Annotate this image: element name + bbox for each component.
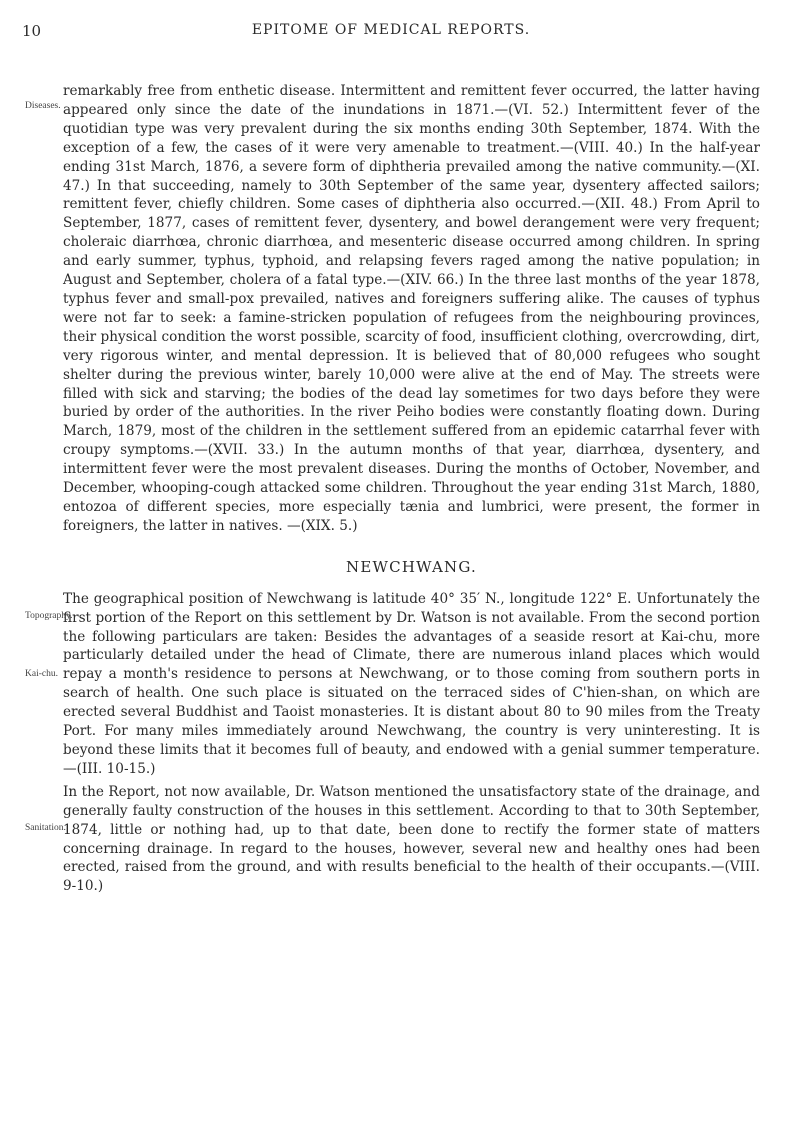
sidenote-diseases: Diseases. [25,101,61,111]
paragraph-sanitation [25,783,760,896]
sidenote-kai-chu: Kai-chu. [25,668,58,679]
section-heading-newchwang: NEWCHWANG. [346,557,477,576]
paragraph-diseases [25,82,760,536]
sidenote-topography: Topography. [25,610,73,621]
paragraph-text: The geographical position of Newchwang is latitude 40° 35′ N., longitude 122° E. Unfortunately the first portion of the Report on this settlement by Dr. Watson is not available. From the second portion the following particulars are taken: Besides the advantages of a seaside resort at Kai-chu, more particularly detailed under the head of Climate, there are numerous inland places which would repay a month's residence to persons at Newchwang, or to those coming from southern ports in search of health. One such place is situated on the terraced sides of C'hien-shan, on which are erected several Buddhist and Taoist monasteries. It is distant about 80 to 90 miles from the Treaty Port. For many miles immediately around Newchwang, the country is very uninteresting. It is beyond these limits that it becomes full of beauty, and endowed with a genial summer temperature.—(III. 10-15.) [63,590,760,777]
page-body [0,82,800,896]
paragraph-topography [25,590,760,779]
running-title: EPITOME OF MEDICAL REPORTS. [251,22,531,38]
paragraph-text: In the Report, not now available, Dr. Watson mentioned the unsatisfactory state of the drainage, and generally faulty construction of the houses in this settlement. According to that to 30th September, 1874, little or nothing had, up to that date, been done to rectify the former state of matters concerning drainage. In regard to the houses, however, several new and healthy ones had been erected, raised from the ground, and with results beneficial to the health of their occupants.—(VIII. 9-10.) [63,783,760,895]
page-number: 10 [22,22,42,40]
paragraph-text: remarkably free from enthetic disease. Intermittent and remittent fever occurred, the latter having appeared only since the date of the inundations in 1871.—(VI. 52.) Intermittent fever of the quotidian type was very prevalent during the six months ending 30th September, 1874. With the exception of a few, the cases of it were very amenable to treatment.—(VIII. 40.) In the half-year ending 31st March, 1876, a severe form of diphtheria prevailed among the native community.—(XI. 47.) In that succeeding, namely to 30th September of the same year, dysentery affected sailors; remittent fever, chiefly children. Some cases of diphtheria also occurred.—(XII. 48.) From April to September, 1877, cases of remittent fever, dysentery, and bowel derangement were very frequent; choleraic diarrhœa, chronic diarrhœa, and mesenteric disease occurred among children. In spring and early summer, typhus, typhoid, and relapsing fevers raged among the native population; in August and September, cholera of a fatal type.—(XIV. 66.) In the three last months of the year 1878, typhus fever and small-pox prevailed, natives and foreigners suffering alike. The causes of typhus were not far to seek: a famine-stricken population of refugees from the neighbouring provinces, their physical condition the worst possible, scarcity of food, insufficient clothing, overcrowding, dirt, very rigorous winter, and mental depression. It is believed that of 80,000 refugees who sought shelter during the previous winter, barely 10,000 were alive at the end of May. The streets were filled with sick and starving; the bodies of the dead lay sometimes for two days before they were buried by order of the authorities. In the river Peiho bodies were constantly floating down. During March, 1879, most of the children in the settlement suffered from an epidemic catarrhal fever with croupy symptoms.—(XVII. 33.) In the autumn months of that year, diarrhœa, dysentery, and intermittent fever were the most prevalent diseases. During the months of October, November, and December, whooping-cough attacked some children. Throughout the year ending 31st March, 1880, entozoa of different species, more especially tænia and lumbrici, were present, the former in foreigners, the latter in natives. —(XIX. 5.) [63,83,760,534]
page-header [22,22,760,52]
sidenote-sanitation: Sanitation. [25,822,66,833]
